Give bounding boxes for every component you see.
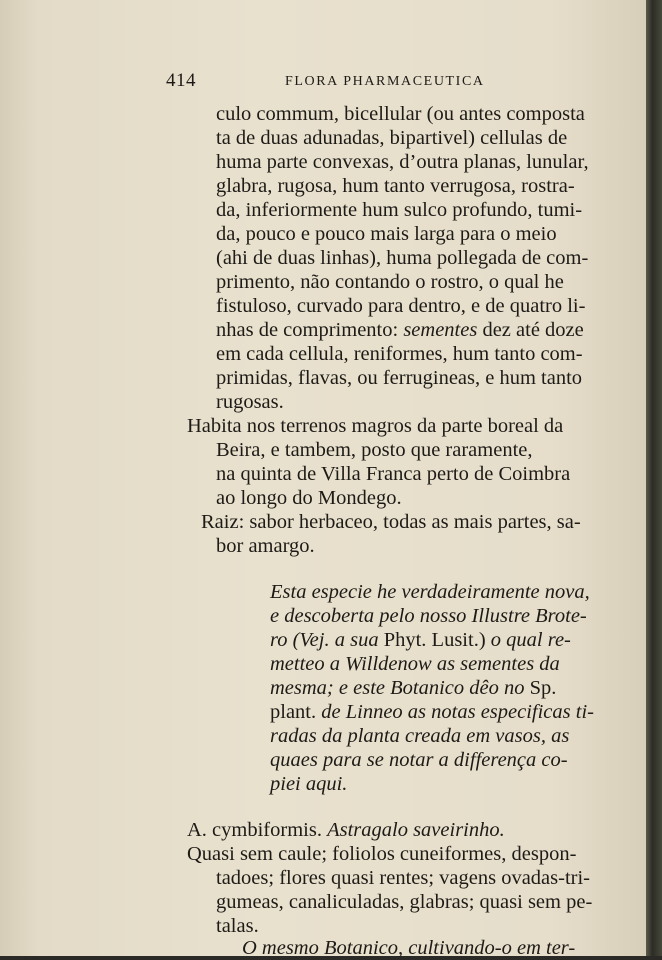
raiz-line: Raiz: sabor herbaceo, todas as mais partes, sa- <box>201 511 581 533</box>
italic-term: sementes <box>403 319 478 341</box>
text-line: huma parte convexas, d’outra planas, lunular, <box>216 151 589 173</box>
book-fore-edge <box>646 0 662 956</box>
text-line: (ahi de duas linhas), huma pollegada de com- <box>216 247 589 269</box>
species-heading <box>187 818 505 842</box>
note-segment: de Linneo as notas especificas ti- <box>321 701 594 723</box>
text-line: culo commum, bicellular (ou antes composta <box>216 103 585 125</box>
species-name: A. cymbiformis. <box>187 819 322 841</box>
note-line: quaes para se notar a differença co- <box>270 749 568 771</box>
note-segment: o qual re- <box>490 629 571 651</box>
text-line: da, inferiormente hum sulco profundo, tumi- <box>216 199 583 221</box>
note-line: Esta especie he verdadeiramente nova, <box>270 581 590 603</box>
note-line: metteo a Willdenow as sementes da <box>270 653 560 675</box>
text-line: glabra, rugosa, hum tanto verrugosa, rostra- <box>216 175 575 197</box>
text-line: ta de duas adunadas, bipartivel) cellulas de <box>216 127 568 149</box>
note-line: piei aqui. <box>270 773 348 795</box>
text-line: primidas, flavas, ou ferrugineas, e hum tanto <box>216 367 583 389</box>
habitat-line: Habita nos terrenos magros da parte boreal da <box>187 415 564 437</box>
description-line: talas. <box>216 915 259 937</box>
note-segment: ro (Vej. a sua <box>270 629 379 651</box>
description-line: gumeas, canaliculadas, glabras; quasi sem pe- <box>216 891 593 913</box>
text-line: em cada cellula, reniformes, hum tanto com- <box>216 343 583 365</box>
text-segment: dez até doze <box>482 319 584 341</box>
description-line: Quasi sem caule; foliolos cuneiformes, despon- <box>187 843 577 865</box>
text-line: fistuloso, curvado para dentro, e de quatro li- <box>216 295 586 317</box>
note-line: e descoberta pelo nosso Illustre Brote- <box>270 605 587 627</box>
note-line: radas da planta creada em vasos, as <box>270 725 570 747</box>
text-line <box>216 318 584 342</box>
species-common-name: Astragalo saveirinho. <box>327 819 505 841</box>
last-line: O mesmo Botanico, cultivando-o em ter- <box>242 937 576 959</box>
description-line: tadoes; flores quasi rentes; vagens ovadas-tri- <box>216 867 591 889</box>
text-line: primento, não contando o rostro, o qual he <box>216 271 564 293</box>
raiz-line: bor amargo. <box>216 535 315 557</box>
reference-title: Phyt. Lusit.) <box>383 629 486 651</box>
habitat-line: Beira, e tambem, posto que raramente, <box>216 439 533 461</box>
habitat-line: na quinta de Villa Franca perto de Coimbra <box>216 463 571 485</box>
text-line: rugosas. <box>216 391 284 413</box>
note-segment: mesma; e este Botanico dêo no <box>270 677 525 699</box>
note-line <box>270 628 571 652</box>
text-segment: nhas de comprimento: <box>216 319 399 341</box>
running-head: FLORA PHARMACEUTICA <box>285 74 485 89</box>
reference-title: plant. <box>270 701 317 723</box>
note-line <box>270 700 594 724</box>
habitat-line: ao longo do Mondego. <box>216 487 402 509</box>
text-line: da, pouco e pouco mais larga para o meio <box>216 223 557 245</box>
note-line <box>270 676 556 700</box>
reference-title: Sp. <box>529 677 557 699</box>
page-number: 414 <box>166 70 196 91</box>
